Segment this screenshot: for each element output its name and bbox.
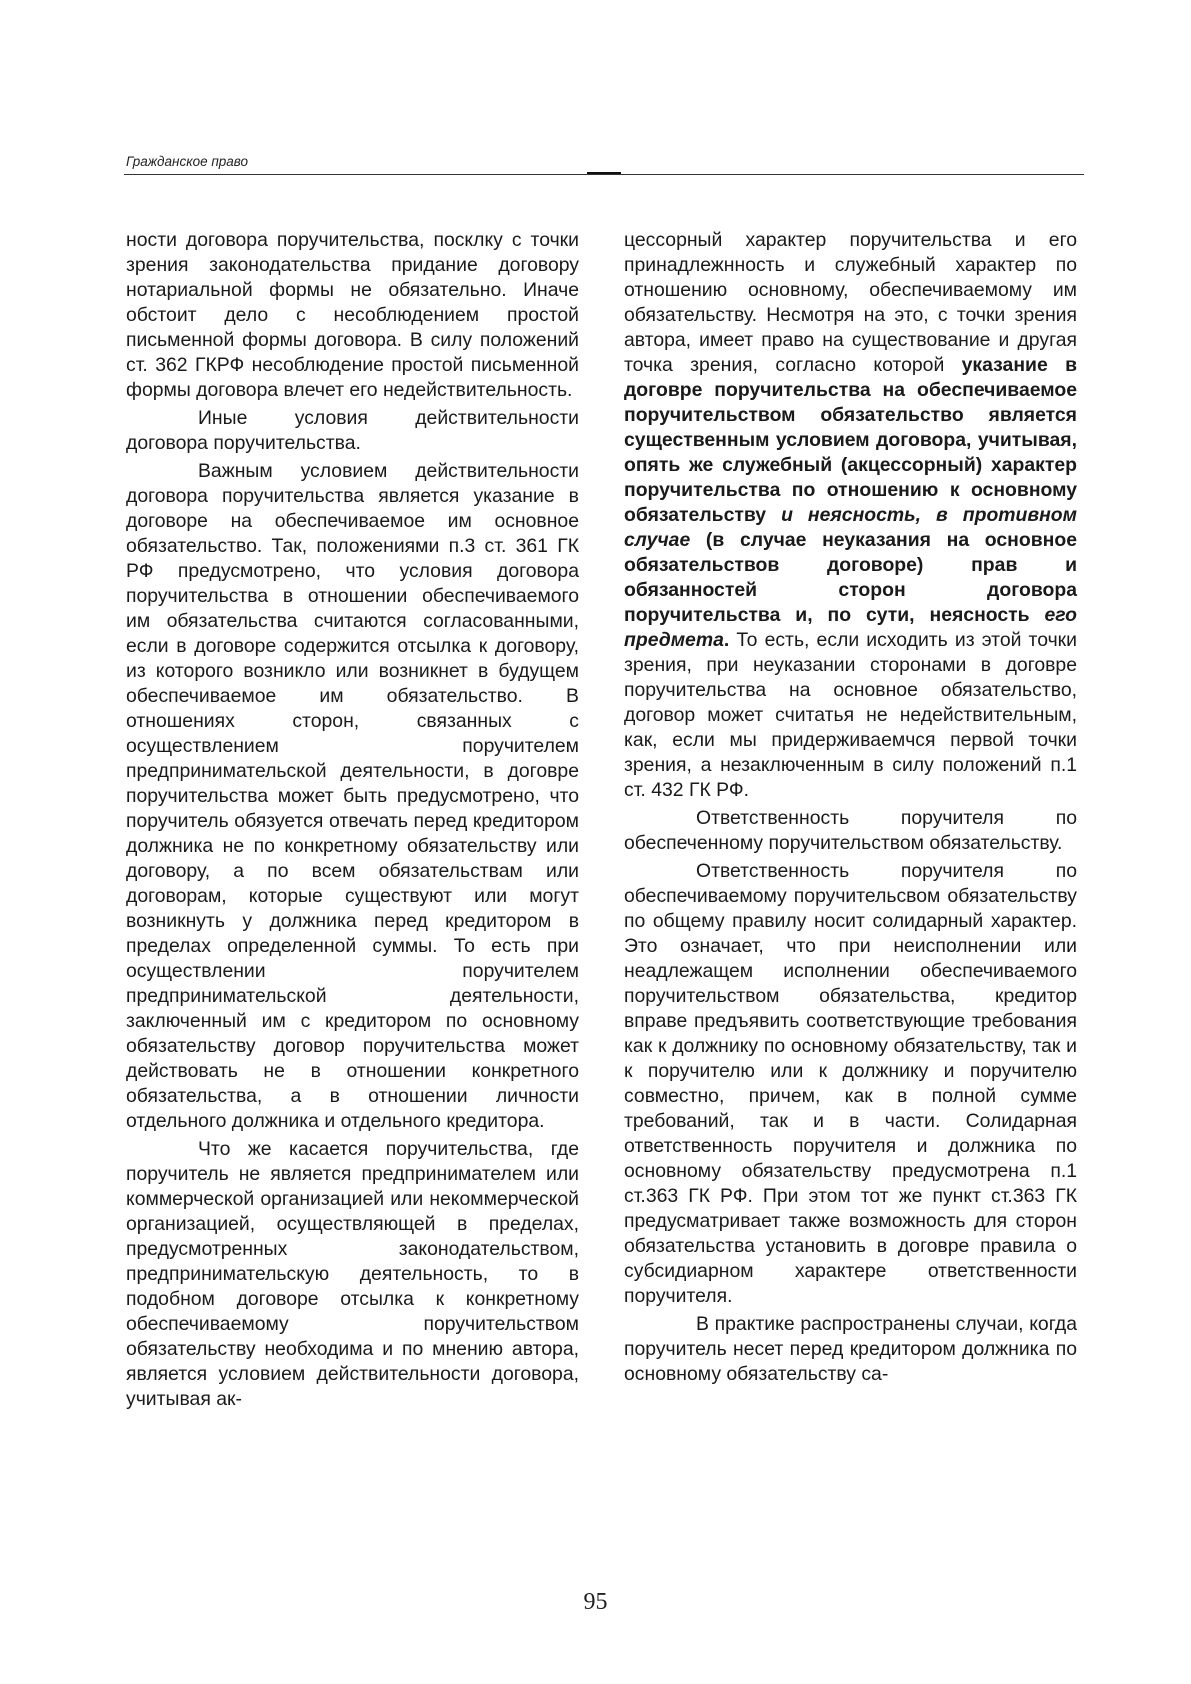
left-paragraph-3: Важным условием действительности договора поручительства является указание в договоре на обеспечиваемое им основное обязательство. Так, положениями п.3 ст. 361 ГК РФ предусмотрено, что условия договора поручительства в отношении обеспечиваемого им обязательства считаются согласованными, если в договоре содержится отсылка к договору, из которого возникло или возникнет в будущем обеспечиваемое им обязательство. В отношениях сторон, связанных с осуществлением поручителем предпринимательской деятельности, в договре поручительства может быть предусмотрено, что поручитель обязуется отвечать перед кредитором должника не по конкретному обязательству или договору, а по всем обязательствам или договорам, которые существуют или могут возникнуть у должника перед кредитором в пределах определенной суммы. То есть при осуществлении поручителем предпринимательской деятельности, заключенный им с кредитором по основному обязательству договор поручительства может действовать не в отношении конкретного обязательства, а в отношении личности отдельного должника и отдельного кредитора. xyxy=(126,460,579,1132)
right-p1-bold-italic-2: его предмета xyxy=(624,604,1077,651)
left-paragraph-1: ности договора поручительства, посклку с точки зрения законодательства придание договору нотариальной формы не обязательно. Иначе обстоит дело с несоблюдением простой письменной формы договора. В силу положений ст. 362 ГКРФ несоблюдение простой письменной формы договора влечет его недействительность. xyxy=(126,229,579,401)
right-p1-bold-italic-1: и неясность, в противном случае xyxy=(624,504,1077,551)
page-number: 95 xyxy=(583,1589,608,1615)
right-p1-end: То есть, если исходить из этой точки зрения, при неуказании сторонами в договре поручительства на основное обязательство, договор может считатья не недействительным, как, если мы придерживаемчся первой точки зрения, а незаключенным в силу положений п.1 ст. 432 ГК РФ. xyxy=(624,629,1077,801)
running-header: Гражданское право xyxy=(126,154,249,169)
left-paragraph-2: Иные условия действительности договора поручительства. xyxy=(126,407,579,454)
right-p1-bold-2: (в случае неуказания на основное обязательствов договоре) прав и обязанностей сторон договора поручительства и, по сути, неясность xyxy=(624,529,1077,626)
right-p1-bold-dot: . xyxy=(723,629,730,651)
header-rule-accent xyxy=(587,172,621,174)
right-p1-bold-1: указание в договре поручительства на обеспечиваемое поручительством обязательство является существенным условием договора, учитывая, опять же служебный (акцессорный) характер поручительства по отношению к основному обязательству xyxy=(624,354,1078,526)
right-paragraph-4: В практике распространены случаи, когда поручитель несет перед кредитором должника по основному обязательству са- xyxy=(624,1313,1077,1385)
header-rule xyxy=(124,174,1084,175)
left-column xyxy=(126,228,579,1412)
right-column xyxy=(624,228,1077,1387)
right-p1-start: цессорный характер поручительства и его принадлежнность и служебный характер по отношению основному, обеспечиваемому им обязательству. Несмотря на это, с точки зрения автора, имеет право на существование и другая точка зрения, согласно которой xyxy=(624,229,1077,376)
right-paragraph-3: Ответственность поручителя по обеспечиваемому поручительсвом обязательству по общему правилу носит солидарный характер. Это означает, что при неисполнении или неадлежащем исполнении обеспечиваемого поручительством обязательства, кредитор вправе предъявить соответствующие требования как к должнику по основному обязательству, так и к поручителю или к должнику и поручителю совместно, причем, как в полной сумме требований, так и в части. Солидарная ответственность поручителя и должника по основному обязательству предусмотрена п.1 ст.363 ГК РФ. При этом тот же пункт ст.363 ГК предусматривает также возможность для сторон обязательства установить в договре правила о субсидиарном характере ответственности поручителя. xyxy=(624,860,1077,1307)
right-paragraph-2: Ответственность поручителя по обеспеченному поручительством обязательству. xyxy=(624,807,1077,854)
left-paragraph-4: Что же касается поручительства, где поручитель не является предпринимателем или коммерческой организацией или некоммерческой организацией, осуществляющей в пределах, предусмотренных законодательством, предпринимательскую деятельность, то в подобном договоре отсылка к конкретному обеспечиваемому поручительством обязательству необходима и по мнению автора, является условием действительности договора, учитывая ак- xyxy=(126,1138,579,1410)
right-paragraph-1 xyxy=(624,228,1077,803)
